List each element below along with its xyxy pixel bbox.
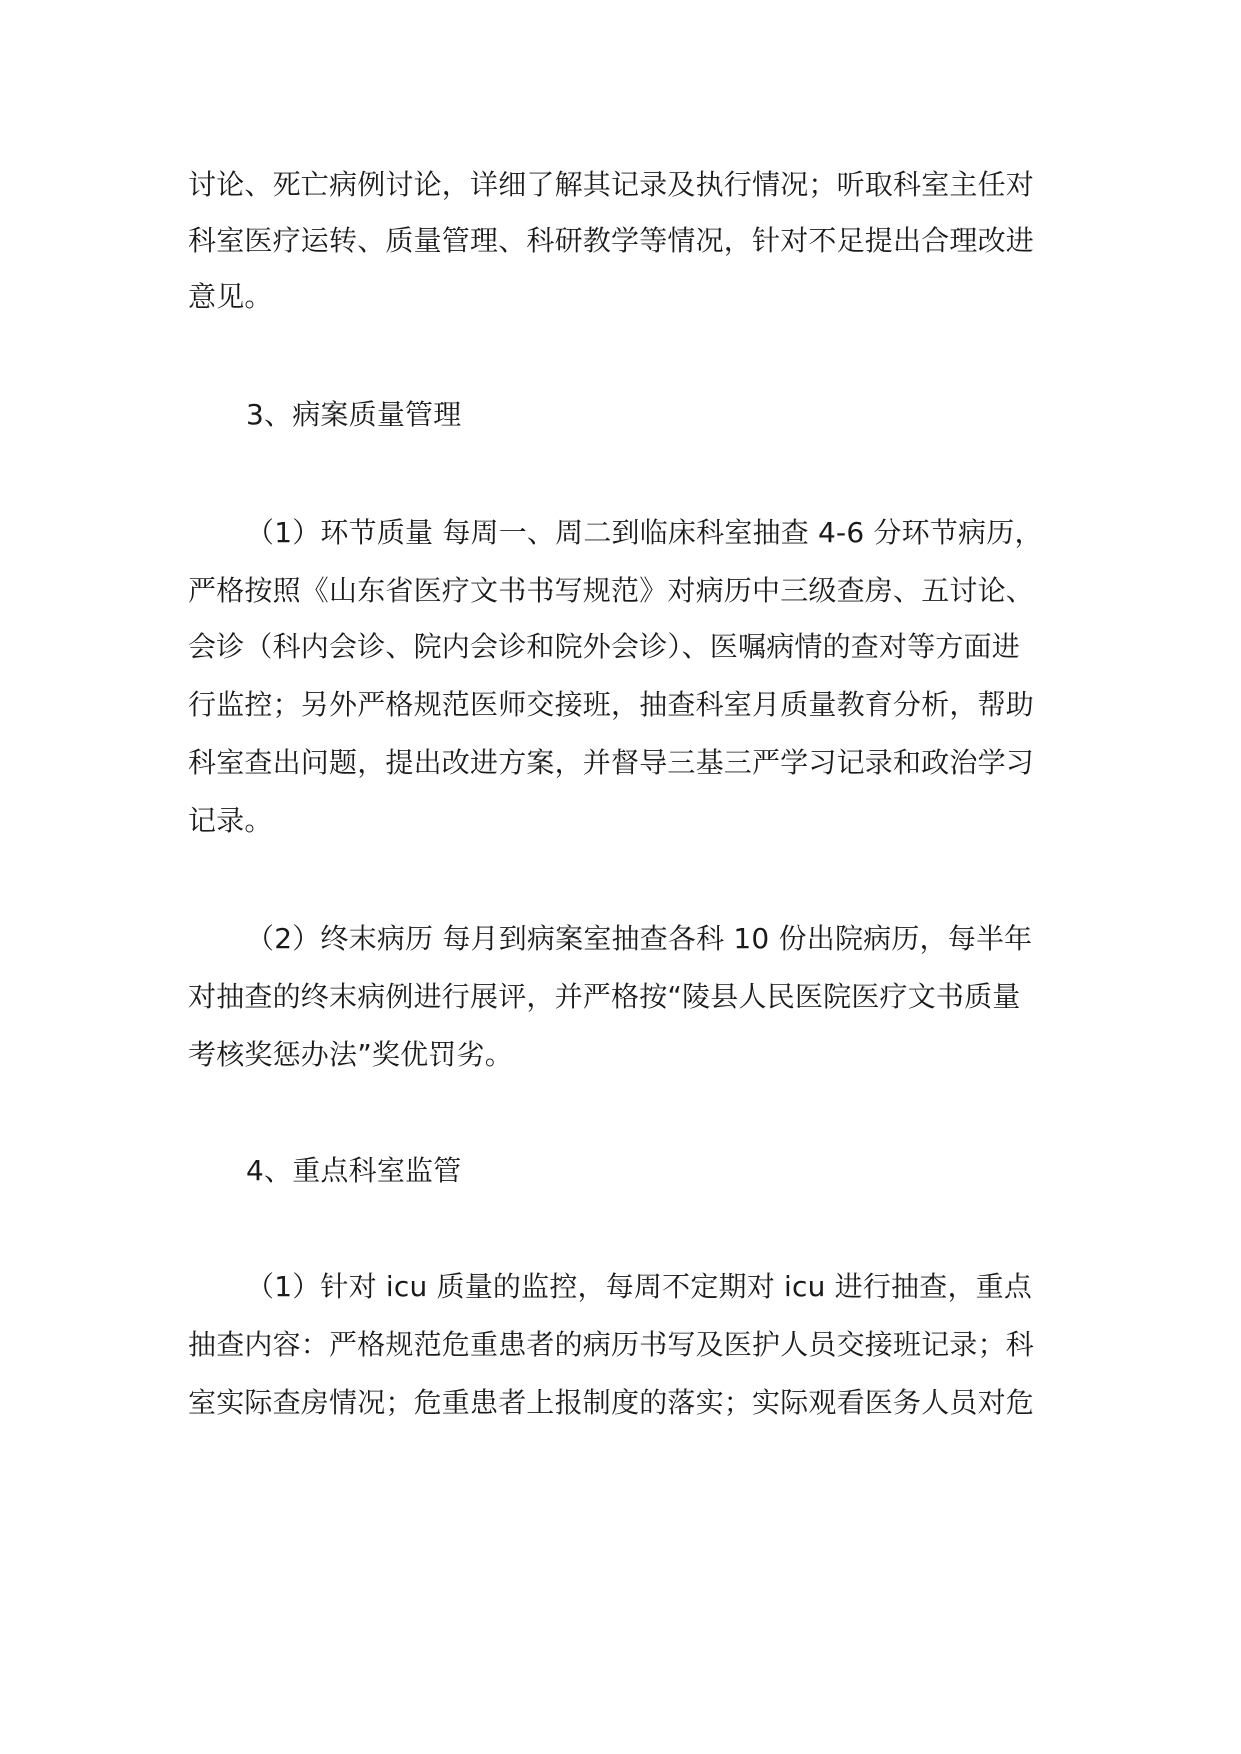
paragraph-line: 科室查出问题，提出改进方案，并督导三基三严学习记录和政治学习	[188, 746, 1035, 779]
paragraph-line: （1）针对 icu 质量的监控，每周不定期对 icu 进行抽查，重点	[246, 1270, 1033, 1303]
paragraph-line: 行监控；另外严格规范医师交接班，抽查科室月质量教育分析，帮助	[188, 688, 1035, 721]
paragraph-line: 科室医疗运转、质量管理、科研教学等情况，针对不足提出合理改进	[188, 224, 1035, 257]
paragraph-line: 室实际查房情况；危重患者上报制度的落实；实际观看医务人员对危	[188, 1386, 1035, 1419]
paragraph-line: 会诊（科内会诊、院内会诊和院外会诊）、医嘱病情的查对等方面进	[188, 630, 1021, 663]
section-heading: 3、病案质量管理	[246, 398, 462, 431]
paragraph-line: 考核奖惩办法”奖优罚劣。	[188, 1038, 513, 1071]
paragraph-line: （1）环节质量 每周一、周二到临床科室抽查 4-6 分环节病历，	[246, 516, 1043, 549]
paragraph-line: 意见。	[188, 280, 273, 313]
paragraph-line: （2）终末病历 每月到病案室抽查各科 10 份出院病历，每半年	[246, 922, 1033, 955]
paragraph-line: 记录。	[188, 804, 273, 837]
paragraph-line: 对抽查的终末病例进行展评，并严格按“陵县人民医院医疗文书质量	[188, 980, 1021, 1013]
section-heading: 4、重点科室监管	[246, 1154, 462, 1187]
paragraph-line: 抽查内容：严格规范危重患者的病历书写及医护人员交接班记录；科	[188, 1328, 1035, 1361]
paragraph-line: 严格按照《山东省医疗文书书写规范》对病历中三级查房、五讨论、	[188, 574, 1035, 607]
paragraph-line: 讨论、死亡病例讨论，详细了解其记录及执行情况；听取科室主任对	[188, 168, 1035, 201]
